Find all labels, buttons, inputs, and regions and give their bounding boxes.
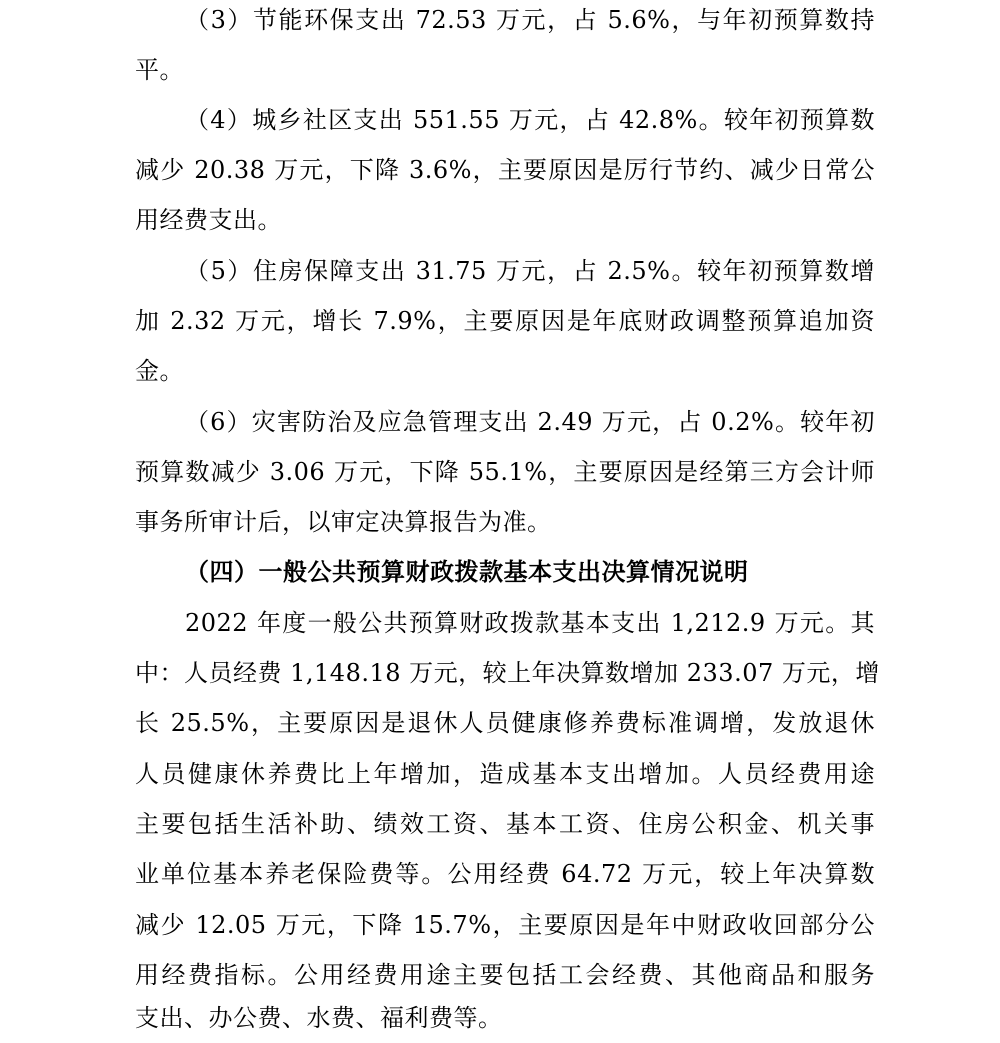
paragraph-7-line-1: 2022 年度一般公共预算财政拨款基本支出 1,212.9 万元。其 [185, 609, 875, 637]
paragraph-3-line-2: 平。 [135, 56, 184, 84]
paragraph-5-line-3: 金。 [135, 357, 184, 385]
paragraph-6-line-3: 事务所审计后，以审定决算报告为准。 [135, 508, 552, 536]
paragraph-6-line-2: 预算数减少 3.06 万元，下降 55.1%，主要原因是经第三方会计师 [135, 458, 875, 486]
paragraph-4-line-3: 用经费支出。 [135, 206, 282, 234]
paragraph-7-line-8: 用经费指标。公用经费用途主要包括工会经费、其他商品和服务 [135, 961, 875, 989]
paragraph-7-line-9: 支出、办公费、水费、福利费等。 [135, 1004, 503, 1032]
paragraph-4-line-1: （4）城乡社区支出 551.55 万元，占 42.8%。较年初预算数 [185, 106, 875, 134]
paragraph-5-line-1: （5）住房保障支出 31.75 万元，占 2.5%。较年初预算数增 [185, 257, 875, 285]
paragraph-7-line-6: 业单位基本养老保险费等。公用经费 64.72 万元，较上年决算数 [135, 860, 875, 888]
paragraph-7-line-4: 人员健康休养费比上年增加，造成基本支出增加。人员经费用途 [135, 760, 875, 788]
paragraph-5-line-2: 加 2.32 万元，增长 7.9%，主要原因是年底财政调整预算追加资 [135, 307, 875, 335]
paragraph-4-line-2: 减少 20.38 万元，下降 3.6%，主要原因是厉行节约、减少日常公 [135, 156, 875, 184]
paragraph-7-line-2: 中：人员经费 1,148.18 万元，较上年决算数增加 233.07 万元，增 [135, 659, 880, 687]
paragraph-7-line-3: 长 25.5%，主要原因是退休人员健康修养费标准调增，发放退休 [135, 709, 875, 737]
paragraph-3-line-1: （3）节能环保支出 72.53 万元，占 5.6%，与年初预算数持 [185, 6, 875, 34]
section-4-heading: （四）一般公共预算财政拨款基本支出决算情况说明 [185, 557, 749, 586]
paragraph-6-line-1: （6）灾害防治及应急管理支出 2.49 万元，占 0.2%。较年初 [185, 408, 875, 436]
paragraph-7-line-5: 主要包括生活补助、绩效工资、基本工资、住房公积金、机关事 [135, 810, 875, 838]
paragraph-7-line-7: 减少 12.05 万元，下降 15.7%，主要原因是年中财政收回部分公 [135, 911, 875, 939]
